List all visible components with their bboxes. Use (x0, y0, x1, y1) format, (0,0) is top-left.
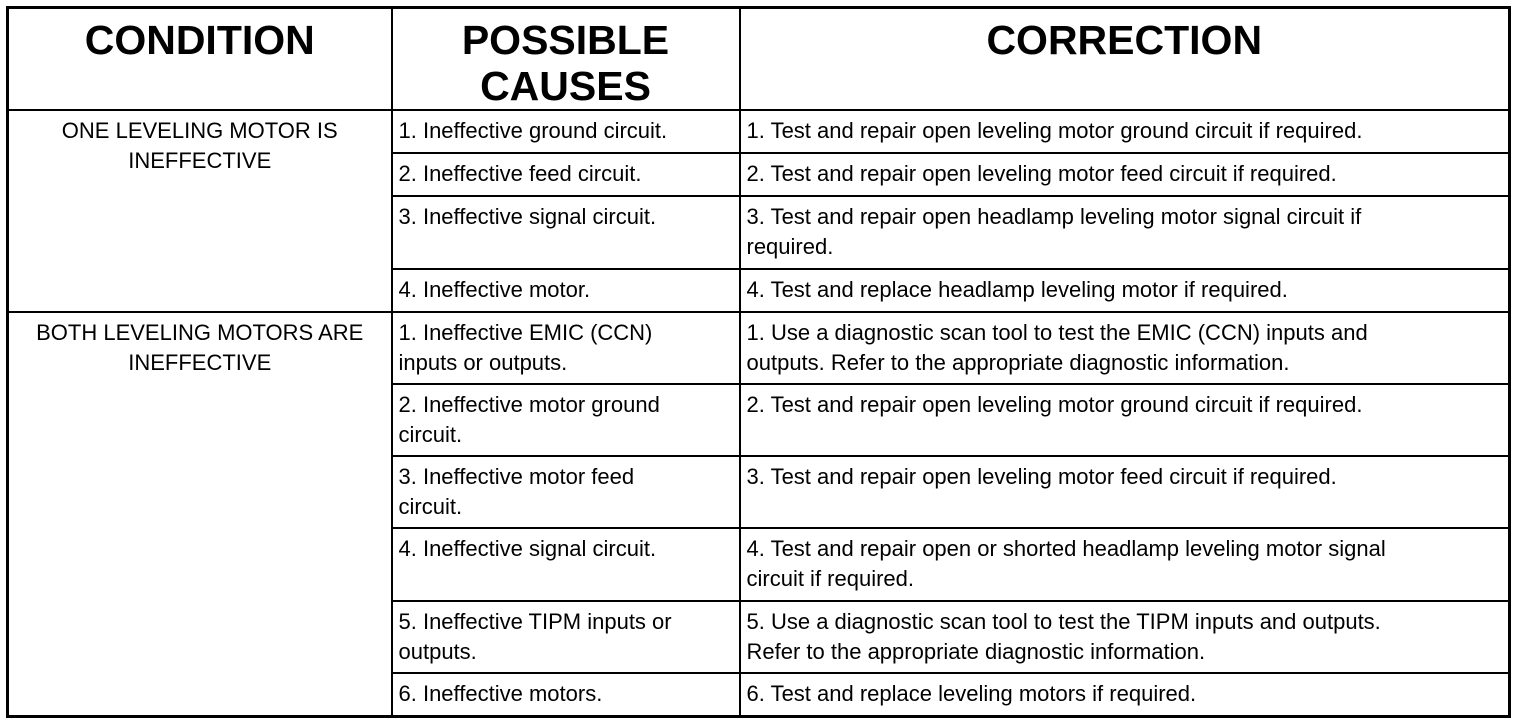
correction-cell (740, 196, 1510, 269)
diagnosis-table (6, 6, 1511, 718)
correction-text: Refer to the appropriate diagnostic information. (746, 639, 1206, 664)
table-row (8, 312, 1510, 384)
condition-cell (8, 312, 392, 716)
header-row (8, 8, 1510, 111)
correction-cell (740, 110, 1510, 153)
cause-cell (392, 269, 740, 312)
correction-text: 1. Use a diagnostic scan tool to test the EMIC (CCN) inputs and (746, 320, 1368, 345)
header-condition (8, 8, 392, 111)
header-possible-causes (392, 8, 740, 111)
header-causes-line-1: POSSIBLE (461, 17, 670, 63)
cause-text: circuit. (398, 494, 463, 519)
correction-cell (740, 601, 1510, 673)
cause-text: 4. Ineffective motor. (398, 277, 591, 302)
correction-cell (740, 673, 1510, 716)
correction-cell (740, 528, 1510, 601)
cause-text: 3. Ineffective signal circuit. (398, 204, 657, 229)
cause-cell (392, 312, 740, 384)
correction-text: 4. Test and replace headlamp leveling motor if required. (746, 277, 1288, 302)
cause-cell (392, 601, 740, 673)
condition-text: BOTH LEVELING MOTORS ARE (36, 320, 364, 345)
correction-text: required. (746, 234, 834, 259)
correction-cell (740, 312, 1510, 384)
cause-text: 3. Ineffective motor feed (398, 464, 635, 489)
cause-cell (392, 110, 740, 153)
cause-text: 2. Ineffective motor ground (398, 392, 660, 417)
table-header (8, 8, 1510, 111)
cause-text: 2. Ineffective feed circuit. (398, 161, 642, 186)
cause-text: 5. Ineffective TIPM inputs or (398, 609, 672, 634)
cause-text: 6. Ineffective motors. (398, 681, 603, 706)
header-causes-line-2: CAUSES (480, 63, 651, 109)
correction-text: 2. Test and repair open leveling motor ground circuit if required. (746, 392, 1363, 417)
correction-text: outputs. Refer to the appropriate diagnostic information. (746, 350, 1290, 375)
table-body (8, 110, 1510, 716)
cause-text: 4. Ineffective signal circuit. (398, 536, 657, 561)
correction-text: 2. Test and repair open leveling motor feed circuit if required. (746, 161, 1337, 186)
correction-text: 1. Test and repair open leveling motor ground circuit if required. (746, 118, 1363, 143)
correction-cell (740, 269, 1510, 312)
cause-text: inputs or outputs. (398, 350, 568, 375)
correction-text: 6. Test and replace leveling motors if required. (746, 681, 1197, 706)
header-correction-text: CORRECTION (986, 17, 1263, 63)
cause-cell (392, 153, 740, 196)
correction-cell (740, 153, 1510, 196)
cause-cell (392, 384, 740, 456)
condition-cell (8, 110, 392, 312)
cause-cell (392, 196, 740, 269)
correction-cell (740, 456, 1510, 528)
condition-text: INEFFECTIVE (128, 350, 272, 375)
cause-text: 1. Ineffective EMIC (CCN) (398, 320, 653, 345)
correction-cell (740, 384, 1510, 456)
correction-text: 3. Test and repair open leveling motor feed circuit if required. (746, 464, 1337, 489)
correction-text: 3. Test and repair open headlamp leveling motor signal circuit if (746, 204, 1362, 229)
cause-text: outputs. (398, 639, 477, 664)
correction-text: circuit if required. (746, 566, 915, 591)
cause-text: circuit. (398, 422, 463, 447)
cause-text: 1. Ineffective ground circuit. (398, 118, 668, 143)
header-correction (740, 8, 1510, 111)
correction-text: 4. Test and repair open or shorted headlamp leveling motor signal (746, 536, 1386, 561)
table-row (8, 110, 1510, 153)
cause-cell (392, 673, 740, 716)
condition-text: INEFFECTIVE (128, 148, 272, 173)
correction-text: 5. Use a diagnostic scan tool to test the TIPM inputs and outputs. (746, 609, 1381, 634)
cause-cell (392, 528, 740, 601)
condition-text: ONE LEVELING MOTOR IS (61, 118, 338, 143)
cause-cell (392, 456, 740, 528)
header-condition-text: CONDITION (84, 17, 315, 63)
